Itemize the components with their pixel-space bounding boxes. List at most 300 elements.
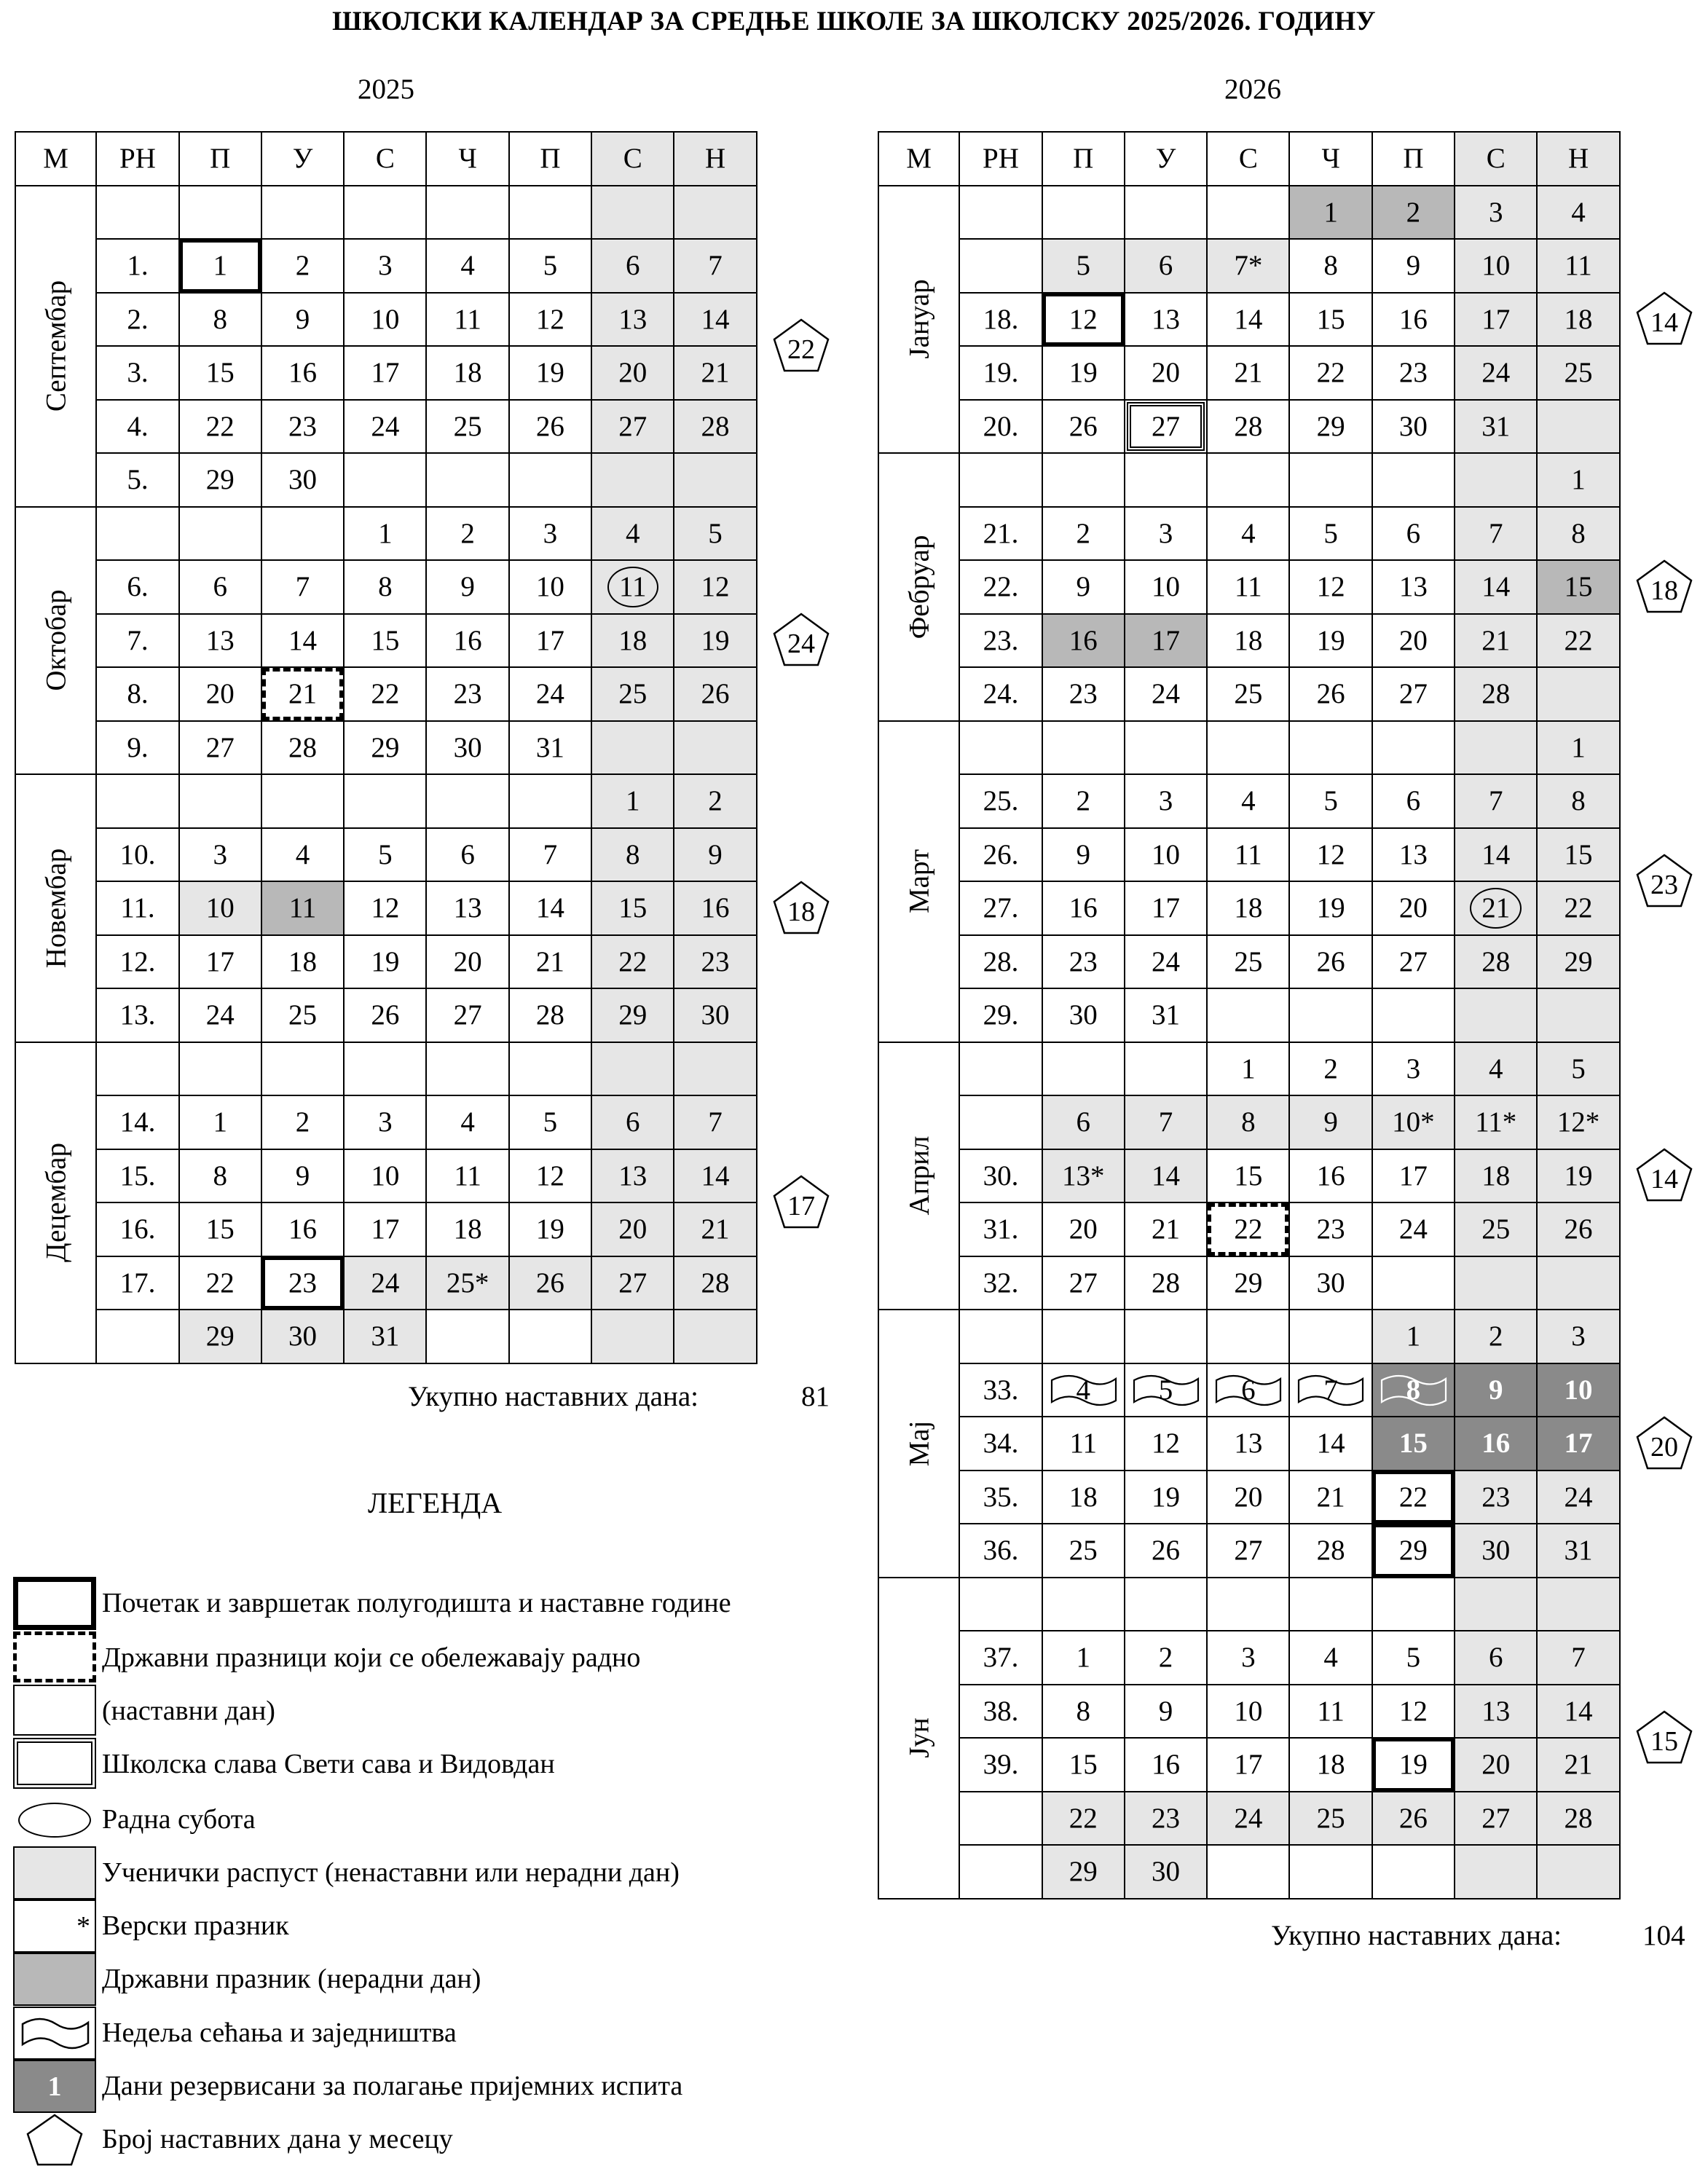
day-cell: 6 [180, 561, 262, 615]
week-number: 17. [97, 1257, 179, 1311]
week-row [97, 454, 757, 508]
day-cell: 8 [1043, 1685, 1125, 1739]
week-row [97, 829, 757, 883]
day-cell: 8 [345, 561, 427, 615]
day-cell: 5 [1538, 1043, 1620, 1097]
day-cell [1290, 989, 1372, 1043]
header-cell: С [1208, 133, 1290, 186]
thick-border-sample [13, 1577, 96, 1630]
day-cell: 14 [1455, 561, 1538, 615]
day-cell: 25 [1290, 1792, 1372, 1846]
week-number [960, 1792, 1042, 1846]
day-cell: 18 [262, 936, 345, 990]
day-cell: 24 [1208, 1792, 1290, 1846]
day-cell: 1 [1538, 454, 1620, 508]
day-cell: 30 [1125, 1846, 1208, 1900]
day-cell: 10* [1373, 1096, 1455, 1150]
week-number: 36. [960, 1524, 1042, 1578]
day-cell: 28 [674, 401, 757, 454]
week-row [97, 347, 757, 401]
week-row [960, 936, 1620, 990]
header-cell: Н [674, 133, 757, 186]
week-number: 3. [97, 347, 179, 401]
day-cell: 12 [1290, 829, 1372, 883]
day-cell: 6 [1373, 775, 1455, 829]
day-cell [427, 186, 509, 240]
day-cell [674, 454, 757, 508]
day-cell: 1 [180, 240, 262, 294]
day-cell: 15 [1538, 561, 1620, 615]
day-cell: 6 [1125, 240, 1208, 294]
day-cell: 19 [345, 936, 427, 990]
day-cell: 13 [1125, 294, 1208, 347]
day-cell: 24 [1125, 668, 1208, 722]
day-cell: 24 [345, 401, 427, 454]
week-row [97, 1310, 757, 1364]
week-number: 38. [960, 1685, 1042, 1739]
day-cell: 27 [1373, 668, 1455, 722]
day-cell: 17 [1125, 882, 1208, 936]
day-cell: 30 [262, 454, 345, 508]
day-cell [1538, 668, 1620, 722]
week-number: 15. [97, 1150, 179, 1204]
month-label: Децембар [15, 1043, 97, 1364]
day-cell [1538, 1578, 1620, 1632]
star-sample: * [13, 1900, 96, 1953]
day-cell: 25 [1043, 1524, 1125, 1578]
week-row [97, 1150, 757, 1204]
day-cell: 30 [1043, 989, 1125, 1043]
day-cell [427, 1043, 509, 1097]
day-cell: 3 [1455, 186, 1538, 240]
day-cell: 27 [592, 401, 674, 454]
week-row [960, 508, 1620, 562]
day-cell: 1 [1290, 186, 1372, 240]
day-cell: 28 [262, 722, 345, 776]
day-cell: 18 [592, 615, 674, 669]
day-cell [1208, 186, 1290, 240]
double-border-sample [13, 1738, 96, 1789]
day-cell: 7 [1538, 1631, 1620, 1685]
day-cell: 22 [1208, 1203, 1290, 1257]
day-cell: 2 [1455, 1310, 1538, 1364]
legend-working-saturday [13, 1793, 814, 1846]
day-cell: 22 [180, 1257, 262, 1311]
week-row [960, 989, 1620, 1043]
day-cell: 10 [180, 882, 262, 936]
day-cell: 30 [1373, 401, 1455, 454]
day-cell: 16 [427, 615, 509, 669]
week-row [960, 401, 1620, 454]
teaching-days-count: 18 [1635, 559, 1693, 614]
day-cell: 24 [345, 1257, 427, 1311]
oval-sample [13, 1793, 96, 1846]
day-cell [1043, 186, 1125, 240]
month-block [15, 508, 757, 776]
header-cell: РН [960, 133, 1042, 186]
day-cell: 26 [1043, 401, 1125, 454]
day-cell: 10 [1125, 561, 1208, 615]
week-row [960, 882, 1620, 936]
day-cell: 1 [1373, 1310, 1455, 1364]
day-cell: 10 [1125, 829, 1208, 883]
day-cell: 21 [262, 668, 345, 722]
day-cell: 22 [1538, 615, 1620, 669]
month-block [878, 1578, 1621, 1900]
week-row [97, 508, 757, 562]
legend-label: Почетак и завршетак полугодишта и наставне године [102, 1588, 731, 1618]
legend-label: Ученички распуст (ненаставни или нерадни дан) [102, 1857, 680, 1888]
week-row [97, 668, 757, 722]
week-row [960, 240, 1620, 294]
weekday-header [15, 131, 757, 186]
legend-label: Број наставних дана у месецу [102, 2124, 453, 2154]
day-cell: 23 [1373, 347, 1455, 401]
day-cell: 20 [592, 1203, 674, 1257]
day-cell [1125, 722, 1208, 776]
day-cell: 5 [510, 1096, 592, 1150]
day-cell: 8 [1373, 1364, 1455, 1418]
day-cell: 17 [1455, 294, 1538, 347]
total-left-label: Укупно наставних дана: [408, 1381, 698, 1412]
day-cell: 31 [1455, 401, 1538, 454]
week-row [97, 401, 757, 454]
week-number [960, 1578, 1042, 1632]
day-cell: 31 [345, 1310, 427, 1364]
week-number: 28. [960, 936, 1042, 990]
legend-label: Радна субота [102, 1804, 256, 1835]
day-cell: 26 [1290, 668, 1372, 722]
day-cell: 16 [262, 1203, 345, 1257]
day-cell: 14 [1208, 294, 1290, 347]
day-cell: 20 [592, 347, 674, 401]
day-cell: 31 [1538, 1524, 1620, 1578]
day-cell [1455, 1578, 1538, 1632]
month-label: Април [878, 1043, 960, 1311]
week-number [960, 240, 1042, 294]
week-row [960, 1685, 1620, 1739]
day-cell [1455, 722, 1538, 776]
day-cell [1538, 1257, 1620, 1311]
day-cell: 30 [674, 989, 757, 1043]
day-cell: 29 [1290, 401, 1372, 454]
day-cell: 9 [262, 1150, 345, 1204]
day-cell: 18 [1290, 1739, 1372, 1792]
day-cell [510, 186, 592, 240]
day-cell: 23 [262, 1257, 345, 1311]
day-cell: 3 [1125, 775, 1208, 829]
header-cell: У [262, 133, 345, 186]
day-cell: 4 [1290, 1631, 1372, 1685]
page-title: ШКОЛСКИ КАЛЕНДАР ЗА СРЕДЊЕ ШКОЛЕ ЗА ШКОЛСКУ 2025/2026. ГОДИНУ [332, 7, 1376, 36]
day-cell: 15 [180, 1203, 262, 1257]
day-cell: 26 [510, 1257, 592, 1311]
day-cell: 29 [1043, 1846, 1125, 1900]
day-cell: 12 [510, 1150, 592, 1204]
day-cell: 13 [1208, 1417, 1290, 1471]
week-row [97, 722, 757, 776]
day-cell: 2 [262, 1096, 345, 1150]
day-cell: 23 [674, 936, 757, 990]
header-cell: РН [97, 133, 179, 186]
calendar-2026 [878, 131, 1621, 1900]
day-cell: 22 [1373, 1471, 1455, 1525]
week-number: 24. [960, 668, 1042, 722]
total-right-value: 104 [1642, 1920, 1685, 1951]
day-cell: 7 [674, 240, 757, 294]
light-gray-sample [13, 1846, 96, 1900]
week-row [960, 1150, 1620, 1204]
day-cell [1290, 454, 1372, 508]
header-cell: П [510, 133, 592, 186]
day-cell: 22 [1043, 1792, 1125, 1846]
day-cell: 1 [1208, 1043, 1290, 1097]
day-cell: 11* [1455, 1096, 1538, 1150]
day-cell [592, 454, 674, 508]
day-cell: 11 [1538, 240, 1620, 294]
legend-exam-days [13, 2060, 814, 2113]
week-number: 19. [960, 347, 1042, 401]
week-number: 8. [97, 668, 179, 722]
plain-cell-sample [13, 1685, 96, 1736]
day-cell: 3 [180, 829, 262, 883]
day-cell: 28 [1538, 1792, 1620, 1846]
day-cell: 28 [1208, 401, 1290, 454]
week-number: 39. [960, 1739, 1042, 1792]
day-cell: 7 [674, 1096, 757, 1150]
day-cell: 27 [427, 989, 509, 1043]
day-cell: 29 [592, 989, 674, 1043]
day-cell [262, 1043, 345, 1097]
header-cell: Ч [427, 133, 509, 186]
day-cell [674, 1043, 757, 1097]
week-row [960, 668, 1620, 722]
day-cell [345, 454, 427, 508]
day-cell [1373, 989, 1455, 1043]
day-cell: 18 [427, 347, 509, 401]
week-number: 14. [97, 1096, 179, 1150]
day-cell: 20 [180, 668, 262, 722]
week-row [97, 561, 757, 615]
day-cell: 23 [262, 401, 345, 454]
day-cell [1290, 722, 1372, 776]
month-block [878, 1043, 1621, 1311]
legend-start-end [13, 1577, 814, 1630]
week-row [97, 775, 757, 829]
month-block [878, 722, 1621, 1043]
day-cell [1455, 1846, 1538, 1900]
day-cell: 12 [1125, 1417, 1208, 1471]
week-number: 27. [960, 882, 1042, 936]
day-cell: 22 [592, 936, 674, 990]
header-cell: С [1455, 133, 1538, 186]
week-number [960, 186, 1042, 240]
week-number: 6. [97, 561, 179, 615]
day-cell: 22 [180, 401, 262, 454]
week-row [97, 1096, 757, 1150]
day-cell: 24 [180, 989, 262, 1043]
day-cell: 21 [674, 1203, 757, 1257]
day-cell: 27 [592, 1257, 674, 1311]
day-cell: 20 [1125, 347, 1208, 401]
week-row [97, 1257, 757, 1311]
day-cell: 14 [510, 882, 592, 936]
day-cell [592, 1310, 674, 1364]
day-cell [1125, 454, 1208, 508]
day-cell: 7 [1455, 508, 1538, 562]
day-cell: 4 [427, 1096, 509, 1150]
day-cell: 25 [262, 989, 345, 1043]
month-label: Фебруар [878, 454, 960, 722]
day-cell [1125, 1578, 1208, 1632]
day-cell: 3 [1208, 1631, 1290, 1685]
week-row [960, 1310, 1620, 1364]
day-cell: 2 [1373, 186, 1455, 240]
day-cell: 20 [427, 936, 509, 990]
day-cell [427, 454, 509, 508]
week-row [960, 829, 1620, 883]
week-number: 22. [960, 561, 1042, 615]
day-cell: 4 [592, 508, 674, 562]
day-cell: 14 [262, 615, 345, 669]
day-cell: 4 [1455, 1043, 1538, 1097]
day-cell: 17 [1208, 1739, 1290, 1792]
week-number: 4. [97, 401, 179, 454]
week-row [960, 1417, 1620, 1471]
day-cell: 12 [674, 561, 757, 615]
day-cell: 31 [1125, 989, 1208, 1043]
day-cell [1208, 722, 1290, 776]
day-cell: 17 [1125, 615, 1208, 669]
day-cell: 5 [1125, 1364, 1208, 1418]
week-number: 26. [960, 829, 1042, 883]
day-cell: 15 [1043, 1739, 1125, 1792]
day-cell: 31 [510, 722, 592, 776]
week-number [97, 1043, 179, 1097]
day-cell: 16 [1455, 1417, 1538, 1471]
week-row [960, 1471, 1620, 1525]
month-block [15, 1043, 757, 1364]
week-row [960, 1524, 1620, 1578]
day-cell [345, 186, 427, 240]
day-cell: 18 [1538, 294, 1620, 347]
month-label: Март [878, 722, 960, 1043]
header-cell: У [1125, 133, 1208, 186]
day-cell: 24 [510, 668, 592, 722]
week-number: 18. [960, 294, 1042, 347]
day-cell: 6 [1455, 1631, 1538, 1685]
day-cell [262, 775, 345, 829]
day-cell [1538, 401, 1620, 454]
week-number [960, 722, 1042, 776]
day-cell: 20 [1208, 1471, 1290, 1525]
day-cell: 5 [510, 240, 592, 294]
day-cell: 26 [345, 989, 427, 1043]
day-cell: 25 [1455, 1203, 1538, 1257]
day-cell: 4 [1208, 508, 1290, 562]
day-cell [1373, 1846, 1455, 1900]
legend-label: (наставни дан) [102, 1696, 275, 1726]
day-cell: 22 [345, 668, 427, 722]
day-cell: 15 [1538, 829, 1620, 883]
flag-sample [13, 2007, 96, 2060]
day-cell: 3 [345, 1096, 427, 1150]
day-cell [180, 186, 262, 240]
day-cell [1125, 1043, 1208, 1097]
day-cell: 21 [1290, 1471, 1372, 1525]
week-number: 33. [960, 1364, 1042, 1418]
week-row [960, 1203, 1620, 1257]
day-cell: 28 [1290, 1524, 1372, 1578]
day-cell [1373, 722, 1455, 776]
day-cell: 1 [180, 1096, 262, 1150]
day-cell [1125, 1310, 1208, 1364]
week-number: 5. [97, 454, 179, 508]
day-cell [345, 775, 427, 829]
day-cell: 3 [1125, 508, 1208, 562]
day-cell: 21 [1455, 615, 1538, 669]
week-number: 1. [97, 240, 179, 294]
day-cell: 14 [1455, 829, 1538, 883]
month-label: Октобар [15, 508, 97, 776]
day-cell [674, 186, 757, 240]
day-cell: 7 [510, 829, 592, 883]
legend-title: ЛЕГЕНДА [368, 1487, 503, 1519]
day-cell: 11 [1043, 1417, 1125, 1471]
week-number: 32. [960, 1257, 1042, 1311]
teaching-days-count: 20 [1635, 1415, 1693, 1471]
day-cell [180, 508, 262, 562]
teaching-days-count: 17 [772, 1174, 830, 1229]
day-cell [1373, 1578, 1455, 1632]
header-cell: П [180, 133, 262, 186]
total-right-label: Укупно наставних дана: [1271, 1920, 1562, 1951]
day-cell: 17 [180, 936, 262, 990]
day-cell: 19 [1125, 1471, 1208, 1525]
day-cell: 3 [1373, 1043, 1455, 1097]
day-cell: 7 [262, 561, 345, 615]
week-row [97, 294, 757, 347]
day-cell: 21 [1125, 1203, 1208, 1257]
day-cell [1125, 186, 1208, 240]
day-cell: 23 [427, 668, 509, 722]
day-cell: 16 [674, 882, 757, 936]
day-cell: 5 [1043, 240, 1125, 294]
day-cell [345, 1043, 427, 1097]
teaching-days-count: 15 [1635, 1709, 1693, 1765]
day-cell: 29 [180, 454, 262, 508]
day-cell: 10 [345, 294, 427, 347]
week-row [960, 722, 1620, 776]
day-cell: 13 [1373, 561, 1455, 615]
day-cell: 29 [1208, 1257, 1290, 1311]
day-cell: 13 [592, 294, 674, 347]
week-row [960, 1578, 1620, 1632]
day-cell: 14 [1538, 1685, 1620, 1739]
day-cell: 15 [1208, 1150, 1290, 1204]
week-number: 25. [960, 775, 1042, 829]
day-cell: 30 [427, 722, 509, 776]
day-cell: 23 [1043, 936, 1125, 990]
day-cell: 4 [1208, 775, 1290, 829]
day-cell: 13 [180, 615, 262, 669]
day-cell: 6 [1208, 1364, 1290, 1418]
week-row [97, 1043, 757, 1097]
day-cell [592, 722, 674, 776]
day-cell: 2 [427, 508, 509, 562]
week-number: 7. [97, 615, 179, 669]
day-cell: 18 [1043, 1471, 1125, 1525]
